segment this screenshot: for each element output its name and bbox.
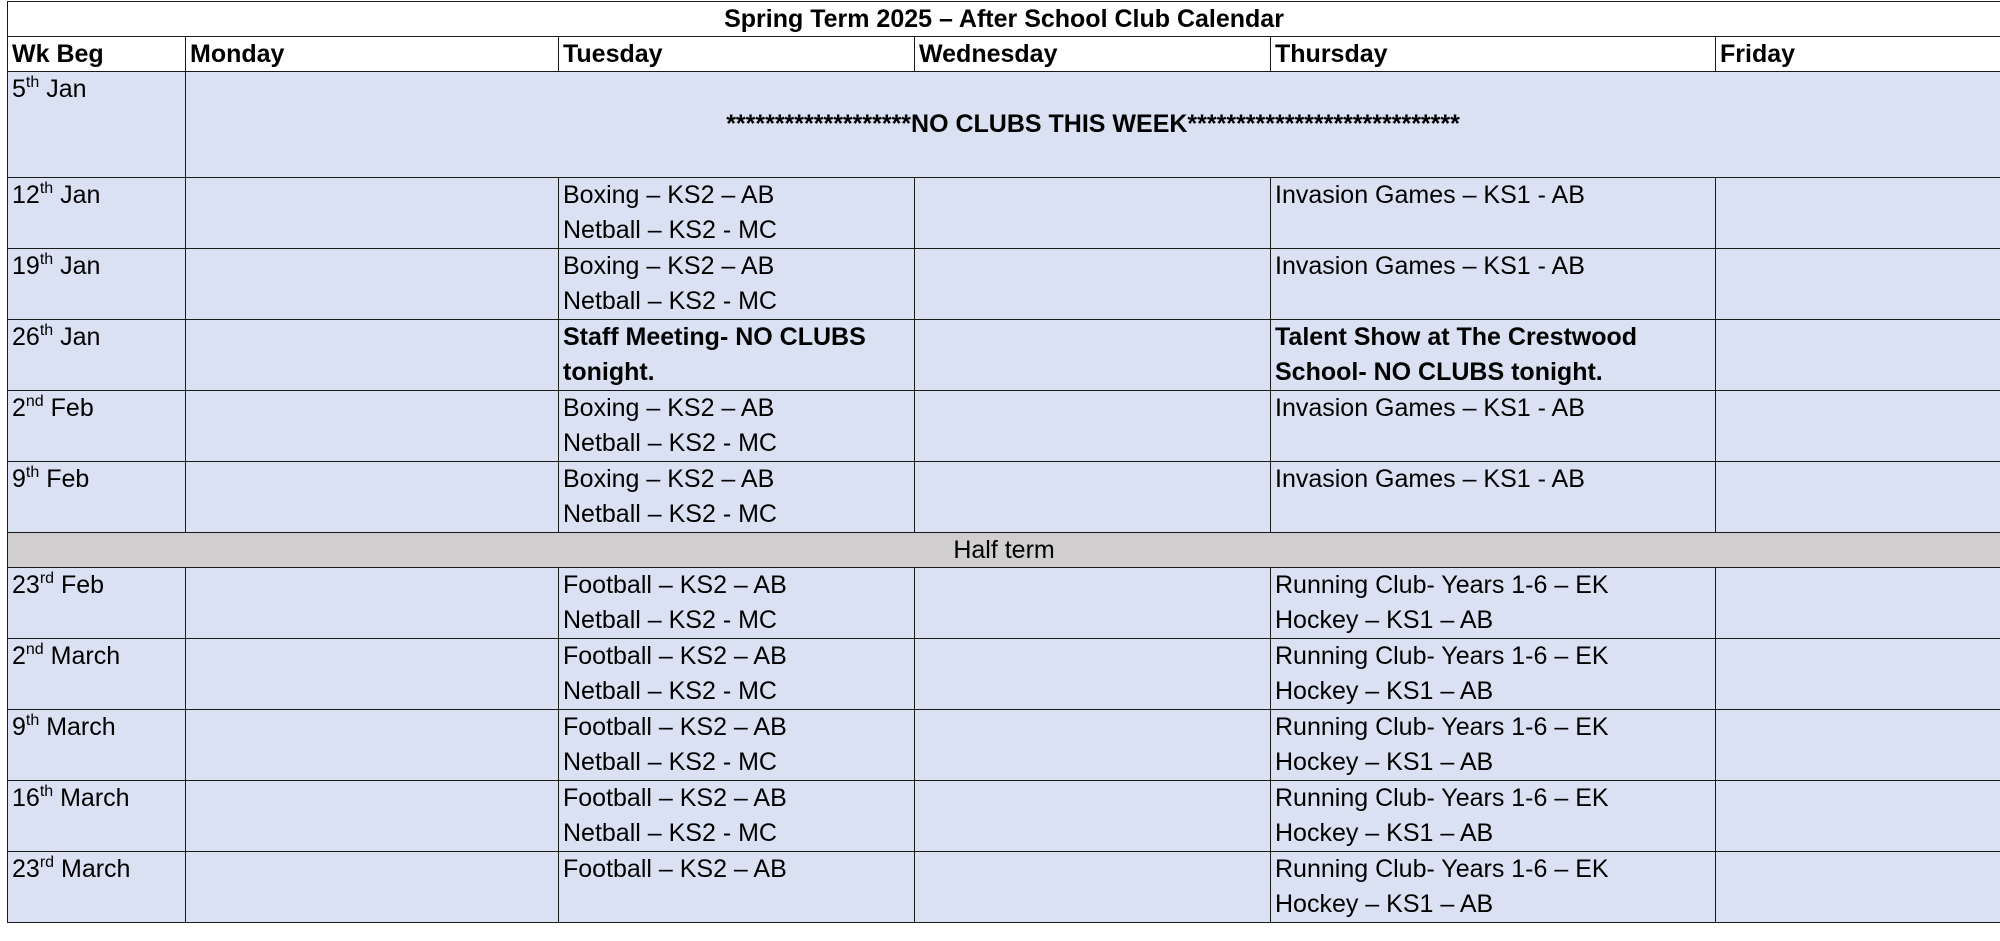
club-entry: Invasion Games – KS1 - AB <box>1275 181 1585 209</box>
week-row <box>8 178 2000 249</box>
week-day-suffix: th <box>39 251 54 268</box>
wednesday-cell <box>915 639 1271 710</box>
week-begin-cell <box>8 852 186 923</box>
club-entry: Netball – KS2 - MC <box>563 748 777 776</box>
friday-cell <box>1716 391 2000 462</box>
thursday-cell <box>1271 462 1716 533</box>
club-entry: Netball – KS2 - MC <box>563 677 777 705</box>
monday-cell <box>186 852 559 923</box>
week-day: 23 <box>12 855 40 883</box>
thursday-cell <box>1271 320 1716 391</box>
thursday-cell <box>1271 639 1716 710</box>
club-entry: Netball – KS2 - MC <box>563 287 777 315</box>
club-entry: Hockey – KS1 – AB <box>1275 748 1494 776</box>
week-day-suffix: nd <box>25 393 44 410</box>
monday-cell <box>186 178 559 249</box>
club-entry: Netball – KS2 - MC <box>563 606 777 634</box>
club-entry: Netball – KS2 - MC <box>563 500 777 528</box>
week-day: 16 <box>12 784 40 812</box>
club-entry: Football – KS2 – AB <box>563 642 787 670</box>
tuesday-cell <box>559 568 915 639</box>
week-row <box>8 249 2000 320</box>
week-day: 9 <box>12 465 26 493</box>
club-entry: Running Club- Years 1-6 – EK <box>1275 784 1609 812</box>
club-entry: Hockey – KS1 – AB <box>1275 890 1494 918</box>
week-day: 2 <box>12 642 26 670</box>
wednesday-cell <box>915 462 1271 533</box>
friday-cell <box>1716 320 2000 391</box>
header-wk-beg: Wk Beg <box>8 37 186 72</box>
week-month: Jan <box>60 323 101 351</box>
week-row <box>8 391 2000 462</box>
monday-cell <box>186 462 559 533</box>
week-day-suffix: th <box>25 74 40 91</box>
header-thursday: Thursday <box>1271 37 1716 72</box>
club-entry: Running Club- Years 1-6 – EK <box>1275 855 1609 883</box>
week-day: 9 <box>12 713 26 741</box>
week-month: March <box>60 784 130 812</box>
monday-cell <box>186 320 559 391</box>
week-row <box>8 462 2000 533</box>
club-entry: Football – KS2 – AB <box>563 784 787 812</box>
thursday-cell <box>1271 852 1716 923</box>
club-calendar-table <box>7 1 2000 923</box>
club-entry: Hockey – KS1 – AB <box>1275 606 1494 634</box>
club-entry: Hockey – KS1 – AB <box>1275 819 1494 847</box>
club-entry: Invasion Games – KS1 - AB <box>1275 252 1585 280</box>
week-begin-cell <box>8 320 186 391</box>
no-clubs-note: Staff Meeting- NO CLUBS tonight. <box>563 323 866 386</box>
week-day-suffix: th <box>39 322 54 339</box>
week-month: Feb <box>61 571 105 599</box>
week-row <box>8 72 2000 178</box>
monday-cell <box>186 391 559 462</box>
week-begin-cell <box>8 568 186 639</box>
club-entry: Boxing – KS2 – AB <box>563 394 775 422</box>
week-begin-cell <box>8 391 186 462</box>
club-entry: Running Club- Years 1-6 – EK <box>1275 713 1609 741</box>
friday-cell <box>1716 249 2000 320</box>
week-row <box>8 852 2000 923</box>
tuesday-cell <box>559 710 915 781</box>
friday-cell <box>1716 568 2000 639</box>
club-entry: Football – KS2 – AB <box>563 855 787 883</box>
week-begin-cell <box>8 710 186 781</box>
no-clubs-note: Talent Show at The Crestwood School- NO CLUBS tonight. <box>1275 323 1638 386</box>
week-month: March <box>61 855 131 883</box>
week-month: Jan <box>46 75 87 103</box>
tuesday-cell <box>559 639 915 710</box>
friday-cell <box>1716 462 2000 533</box>
week-day-suffix: rd <box>39 570 55 587</box>
week-begin-cell <box>8 781 186 852</box>
header-monday: Monday <box>186 37 559 72</box>
week-day: 2 <box>12 394 26 422</box>
week-day-suffix: nd <box>25 641 44 658</box>
monday-cell <box>186 568 559 639</box>
friday-cell <box>1716 178 2000 249</box>
wednesday-cell <box>915 320 1271 391</box>
thursday-cell <box>1271 178 1716 249</box>
header-friday: Friday <box>1716 37 2000 72</box>
club-entry: Football – KS2 – AB <box>563 713 787 741</box>
friday-cell <box>1716 710 2000 781</box>
tuesday-cell <box>559 320 915 391</box>
week-day: 26 <box>12 323 40 351</box>
tuesday-cell <box>559 852 915 923</box>
friday-cell <box>1716 852 2000 923</box>
tuesday-cell <box>559 391 915 462</box>
wednesday-cell <box>915 391 1271 462</box>
club-entry: Football – KS2 – AB <box>563 571 787 599</box>
club-entry: Invasion Games – KS1 - AB <box>1275 465 1585 493</box>
week-begin-cell <box>8 72 186 178</box>
thursday-cell <box>1271 249 1716 320</box>
wednesday-cell <box>915 710 1271 781</box>
thursday-cell <box>1271 710 1716 781</box>
wednesday-cell <box>915 249 1271 320</box>
monday-cell <box>186 710 559 781</box>
header-tuesday: Tuesday <box>559 37 915 72</box>
week-day-suffix: th <box>25 712 40 729</box>
tuesday-cell <box>559 462 915 533</box>
week-row <box>8 568 2000 639</box>
thursday-cell <box>1271 391 1716 462</box>
friday-cell <box>1716 781 2000 852</box>
monday-cell <box>186 249 559 320</box>
monday-cell <box>186 781 559 852</box>
week-day-suffix: rd <box>39 854 55 871</box>
half-term-label: Half term <box>8 533 2000 568</box>
club-entry: Running Club- Years 1-6 – EK <box>1275 642 1609 670</box>
week-month: Jan <box>60 252 101 280</box>
club-entry: Netball – KS2 - MC <box>563 429 777 457</box>
wednesday-cell <box>915 852 1271 923</box>
wednesday-cell <box>915 781 1271 852</box>
club-entry: Boxing – KS2 – AB <box>563 252 775 280</box>
calendar-title: Spring Term 2025 – After School Club Calendar <box>8 2 2000 37</box>
week-begin-cell <box>8 178 186 249</box>
club-entry: Invasion Games – KS1 - AB <box>1275 394 1585 422</box>
thursday-cell <box>1271 568 1716 639</box>
week-month: March <box>46 713 116 741</box>
half-term-row <box>8 533 2000 568</box>
tuesday-cell <box>559 178 915 249</box>
week-begin-cell <box>8 249 186 320</box>
week-day: 23 <box>12 571 40 599</box>
wednesday-cell <box>915 178 1271 249</box>
week-day: 12 <box>12 181 40 209</box>
friday-cell <box>1716 639 2000 710</box>
week-month: Feb <box>46 465 90 493</box>
club-entry: Netball – KS2 - MC <box>563 216 777 244</box>
week-begin-cell <box>8 639 186 710</box>
week-row <box>8 639 2000 710</box>
week-day: 19 <box>12 252 40 280</box>
club-entry: Running Club- Years 1-6 – EK <box>1275 571 1609 599</box>
club-entry: Boxing – KS2 – AB <box>563 465 775 493</box>
tuesday-cell <box>559 249 915 320</box>
week-month: Feb <box>50 394 94 422</box>
club-entry: Netball – KS2 - MC <box>563 819 777 847</box>
title-row <box>8 2 2000 37</box>
tuesday-cell <box>559 781 915 852</box>
club-entry: Boxing – KS2 – AB <box>563 181 775 209</box>
week-begin-cell <box>8 462 186 533</box>
week-row <box>8 710 2000 781</box>
wednesday-cell <box>915 568 1271 639</box>
club-entry: Hockey – KS1 – AB <box>1275 677 1494 705</box>
no-clubs-banner: *******************NO CLUBS THIS WEEK**************************** <box>186 72 2000 178</box>
monday-cell <box>186 639 559 710</box>
week-month: Jan <box>60 181 101 209</box>
week-day: 5 <box>12 75 26 103</box>
week-month: March <box>50 642 121 670</box>
header-row <box>8 37 2000 72</box>
week-day-suffix: th <box>39 783 54 800</box>
header-wednesday: Wednesday <box>915 37 1271 72</box>
week-row <box>8 781 2000 852</box>
week-row <box>8 320 2000 391</box>
week-day-suffix: th <box>39 180 54 197</box>
week-day-suffix: th <box>25 464 40 481</box>
thursday-cell <box>1271 781 1716 852</box>
